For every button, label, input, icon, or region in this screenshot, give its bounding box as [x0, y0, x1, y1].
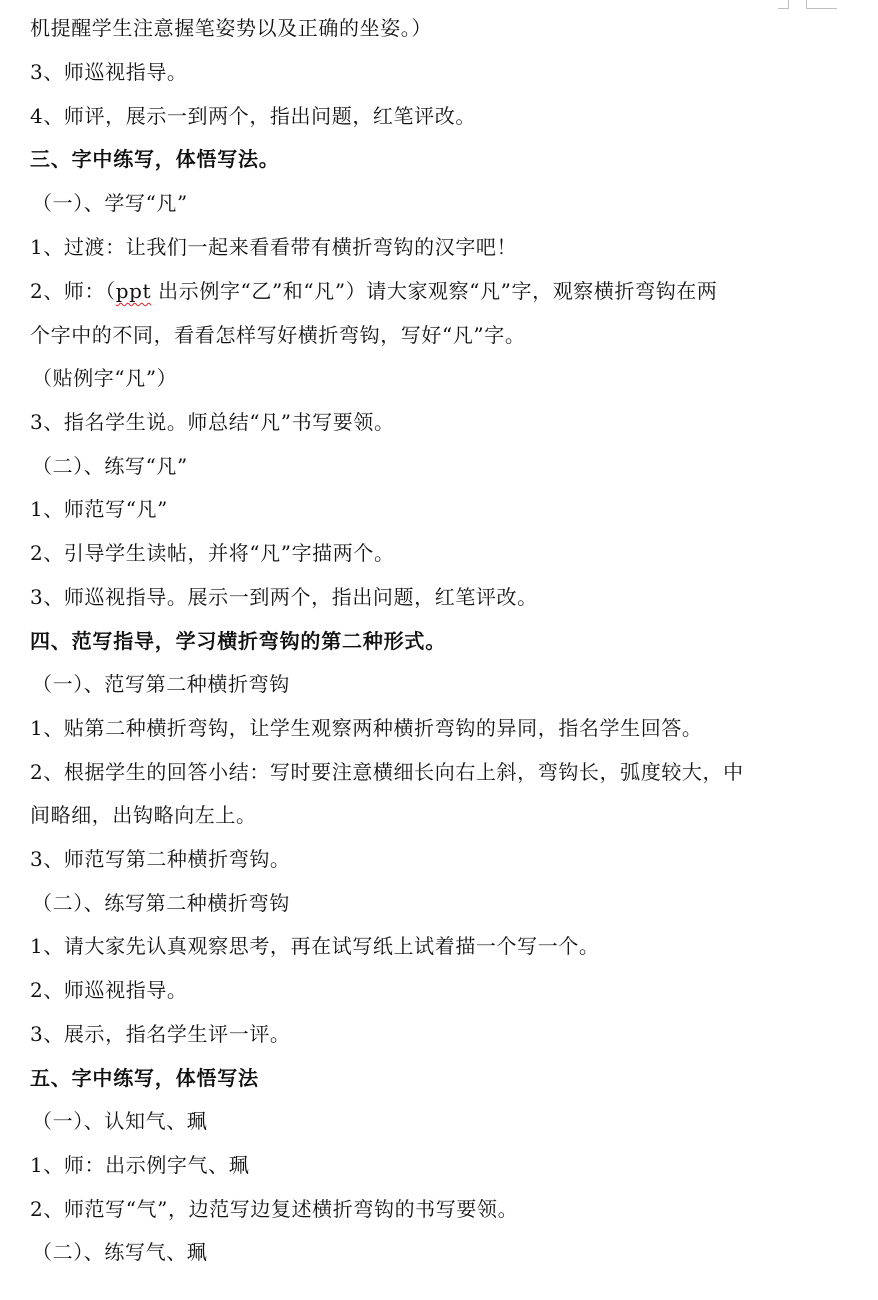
text-line-13: 2、引导学生读帖，并将“凡”字描两个。 — [30, 541, 395, 565]
page-corner-mark-right — [806, 0, 837, 9]
subsection-heading: （二）、练写第二种横折弯钩 — [32, 891, 290, 915]
spell-segment-suffix: 出示例字“乙”和“凡”）请大家观察“凡”字，观察横折弯钩在两 — [151, 279, 718, 303]
text-line-23: 2、师巡视指导。 — [30, 978, 188, 1002]
text-line-24: 3、展示，指名学生评一评。 — [30, 1022, 291, 1046]
text-line-10: 3、指名学生说。师总结“凡”书写要领。 — [30, 410, 395, 434]
spell-segment-prefix: 2、师：（ — [30, 279, 116, 303]
subsection-heading: （二）、练写气、珮 — [32, 1240, 208, 1264]
text-line-12: 1、师范写“凡” — [30, 497, 168, 521]
text-line-22: 1、请大家先认真观察思考，再在试写纸上试着描一个写一个。 — [30, 934, 600, 958]
subsection-heading: （二）、练写“凡” — [32, 454, 188, 478]
spellcheck-underlined-word: ppt — [115, 279, 152, 303]
page-corner-mark-left — [778, 0, 789, 9]
subsection-heading: （一）、范写第二种横折弯钩 — [32, 672, 290, 696]
text-line-1: 机提醒学生注意握笔姿势以及正确的坐姿。） — [30, 16, 432, 40]
text-line-28: 2、师范写“气”，边范写边复述横折弯钩的书写要领。 — [30, 1197, 519, 1221]
text-line-20: 3、师范写第二种横折弯钩。 — [30, 847, 291, 871]
text-line-9: （贴例字“凡”） — [32, 366, 178, 390]
text-line-19: 间略细，出钩略向左上。 — [30, 803, 257, 827]
subsection-heading: （一）、学写“凡” — [32, 191, 188, 215]
text-line-3: 4、师评，展示一到两个，指出问题，红笔评改。 — [30, 104, 476, 128]
text-line-14: 3、师巡视指导。展示一到两个，指出问题，红笔评改。 — [30, 585, 538, 609]
section-heading-4: 四、范写指导，学习横折弯钩的第二种形式。 — [30, 629, 446, 653]
text-line-27: 1、师：出示例字气、珮 — [30, 1153, 250, 1177]
text-line-18: 2、根据学生的回答小结：写时要注意横细长向右上斜，弯钩长，弧度较大，中 — [30, 760, 744, 784]
text-line-2: 3、师巡视指导。 — [30, 60, 188, 84]
text-line-7 — [30, 279, 718, 303]
subsection-heading: （一）、认知气、珮 — [32, 1109, 208, 1133]
section-heading-5: 五、字中练写，体悟写法 — [30, 1066, 259, 1090]
text-line-6: 1、过渡：让我们一起来看看带有横折弯钩的汉字吧！ — [30, 235, 518, 259]
text-line-8: 个字中的不同，看看怎样写好横折弯钩，写好“凡”字。 — [30, 323, 526, 347]
section-heading-3: 三、字中练写，体悟写法。 — [30, 147, 280, 171]
text-line-17: 1、贴第二种横折弯钩，让学生观察两种横折弯钩的异同，指名学生回答。 — [30, 716, 703, 740]
